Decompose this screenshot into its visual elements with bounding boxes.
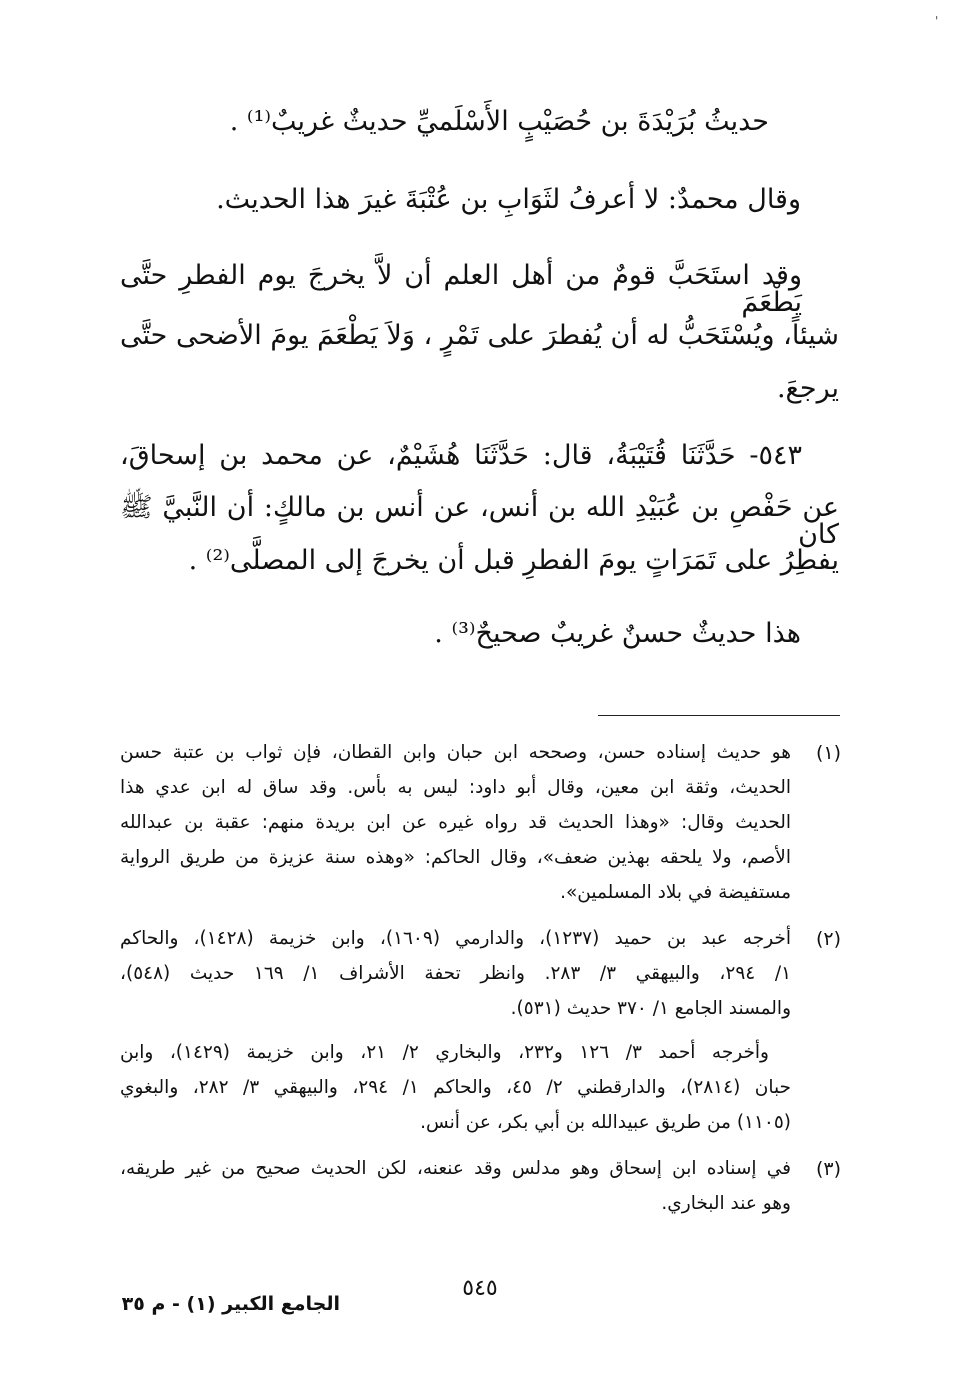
footnote-separator xyxy=(598,715,840,716)
hadith-543-line-3: يفطِرُ على تَمَرَاتٍ يومَ الفطرِ قبل أن يخرجَ إلى المصلَّى⁽²⁾ . xyxy=(188,545,839,576)
main-paragraph-3-line-1: وقد استَحَبَّ قومٌ من أهل العلم أن لاَّ يخرجَ يوم الفطرِ حتَّى يَطْعَمَ xyxy=(120,260,802,318)
page-number: ٥٤٥ xyxy=(462,1276,498,1301)
footnote-1-line-1: هو حديث إسناده حسن، وصححه ابن حبان وابن القطان، فإن ثواب بن عتبة حسن xyxy=(120,742,791,763)
footnote-2-line-2: ١/ ٢٩٤، والبيهقي ٣/ ٢٨٣. وانظر تحفة الأشراف ١/ ١٦٩ حديث (٥٤٨)، xyxy=(120,963,791,984)
hadith-543-line-2: عن حَفْصِ بن عُبَيْدِ الله بن أنس، عن أنس بن مالكٍ: أن النَّبيَّ ﷺ كان xyxy=(120,492,839,550)
footnote-1-number: (١) xyxy=(815,742,841,764)
footnote-3-number: (٣) xyxy=(815,1158,841,1180)
footnote-2-line-1: أخرجه عبد بن حميد (١٢٣٧)، والدارمي (١٦٠٩)، وابن خزيمة (١٤٢٨)، والحاكم xyxy=(120,928,792,949)
main-paragraph-1-line-1: حديثُ بُرَيْدَةَ بن حُصَيْبٍ الأَسْلَميِّ حديثٌ غريبٌ⁽¹⁾ . xyxy=(229,106,769,137)
footnote-2-number: (٢) xyxy=(815,928,841,950)
footnote-2-line-6: (١١٠٥) من طريق عبيدالله بن أبي بكر، عن أنس. xyxy=(420,1112,791,1133)
printer-signature: الجامع الكبير (١) - م ٣٥ xyxy=(121,1293,340,1315)
corner-mark: ' xyxy=(935,14,939,28)
footnote-1-line-5: مستفيضة في بلاد المسلمين». xyxy=(560,882,791,903)
footnote-1-line-4: الأصم، ولا يلحقه بهذين ضعف»، وقال الحاكم: «وهذه سنة عزيزة من طريق الرواية xyxy=(120,847,791,868)
main-paragraph-3-line-3: يرجعَ. xyxy=(776,373,839,404)
hadith-543-line-1: ٥٤٣- حَدَّثَنَا قُتَيْبَةُ، قال: حَدَّثَنَا هُشَيْمٌ، عن محمد بن إسحاقَ، xyxy=(120,440,802,471)
footnote-1-line-2: الحديث، وثقة ابن معين، وقال أبو داود: ليس به بأس. وقد ساق له ابن عدي هذا xyxy=(120,777,791,798)
main-paragraph-3-line-2: شيئاً، ويُسْتَحَبُّ له أن يُفطرَ على تَمْرٍ ، وَلاَ يَطْعَمَ يومَ الأضحى حتَّى xyxy=(120,320,839,351)
footnote-3-line-2: وهو عند البخاري. xyxy=(661,1193,791,1214)
footnote-2-line-5: حبان (٢٨١٤)، والدارقطني ٢/ ٤٥، والحاكم ١/ ٢٩٤، والبيهقي ٣/ ٢٨٢، والبغوي xyxy=(120,1077,791,1098)
footnote-2-line-3: والمسند الجامع ١/ ٣٧٠ حديث (٥٣١). xyxy=(510,998,791,1019)
footnote-3-line-1: في إسناده ابن إسحاق وهو مدلس وقد عنعنه، لكن الحديث صحيح من غير طريقه، xyxy=(120,1158,791,1179)
hadith-543-grading: هذا حديثٌ حسنٌ غريبٌ صحيحٌ⁽³⁾ . xyxy=(434,618,801,649)
footnote-1-line-3: الحديث وقال: «وهذا الحديث قد رواه غيره عن ابن بريدة منهم: عقبة بن عبدالله xyxy=(120,812,791,833)
main-paragraph-2-line-1: وقال محمدٌ: لا أعرفُ لثَوَابِ بن عُتْبَةَ غيرَ هذا الحديث. xyxy=(216,184,801,215)
footnote-2-line-4: وأخرجه أحمد ٣/ ١٢٦ و٢٣٢، والبخاري ٢/ ٢١، وابن خزيمة (١٤٢٩)، وابن xyxy=(120,1042,769,1063)
